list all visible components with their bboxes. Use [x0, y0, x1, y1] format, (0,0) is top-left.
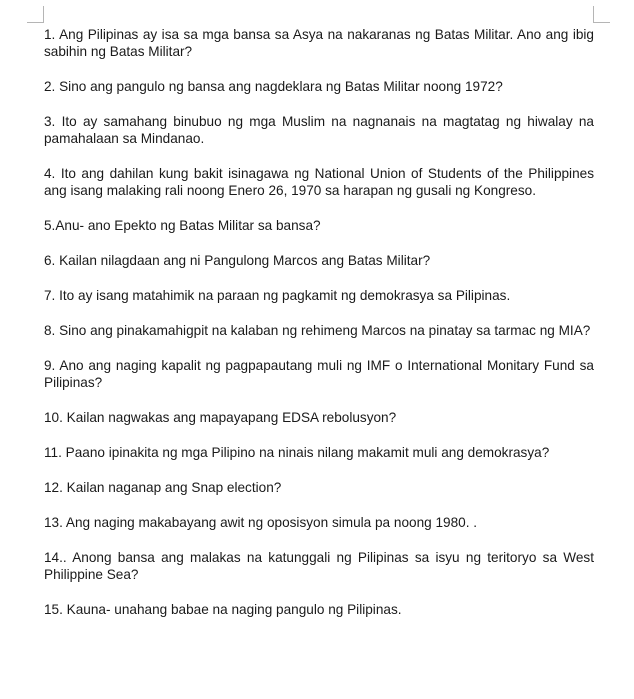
- question-item-6: 6. Kailan nilagdaan ang ni Pangulong Marcos ang Batas Militar?: [44, 253, 431, 268]
- question-item-9: 9. Ano ang naging kapalit ng pagpapautang muli ng IMF o International Monitary Fund sa Pilipinas?: [44, 358, 594, 390]
- question-item-13: 13. Ang naging makabayang awit ng oposisyon simula pa noong 1980. .: [44, 515, 478, 530]
- question-list: [44, 26, 594, 636]
- question-item-7: 7. Ito ay isang matahimik na paraan ng pagkamit ng demokrasya sa Pilipinas.: [44, 288, 511, 303]
- question-item-1: 1. Ang Pilipinas ay isa sa mga bansa sa Asya na nakaranas ng Batas Militar. Ano ang ibig sabihin ng Batas Militar?: [44, 27, 594, 59]
- margin-corner-mark-left: [27, 6, 44, 23]
- question-item-8: 8. Sino ang pinakamahigpit na kalaban ng rehimeng Marcos na pinatay sa tarmac ng MIA?: [44, 323, 591, 338]
- question-item-4: 4. Ito ang dahilan kung bakit isinagawa ng National Union of Students of the Philippines ang isang malaking rali noong Enero 26, 1970 sa harapan ng gusali ng Kongreso.: [44, 166, 594, 198]
- question-item-5: 5.Anu- ano Epekto ng Batas Militar sa bansa?: [44, 218, 321, 233]
- question-item-12: 12. Kailan naganap ang Snap election?: [44, 480, 282, 495]
- margin-corner-mark-right: [593, 6, 610, 23]
- question-item-10: 10. Kailan nagwakas ang mapayapang EDSA rebolusyon?: [44, 410, 397, 425]
- question-item-3: 3. Ito ay samahang binubuo ng mga Muslim na nagnanais na magtatag ng hiwalay na pamahalaan sa Mindanao.: [44, 114, 594, 146]
- question-item-15: 15. Kauna- unahang babae na naging pangulo ng Pilipinas.: [44, 602, 402, 617]
- question-item-2: 2. Sino ang pangulo ng bansa ang nagdeklara ng Batas Militar noong 1972?: [44, 79, 503, 94]
- question-item-11: 11. Paano ipinakita ng mga Pilipino na ninais nilang makamit muli ang demokrasya?: [44, 445, 550, 460]
- question-item-14: 14.. Anong bansa ang malakas na katunggali ng Pilipinas sa isyu ng teritoryo sa West Philippine Sea?: [44, 550, 594, 582]
